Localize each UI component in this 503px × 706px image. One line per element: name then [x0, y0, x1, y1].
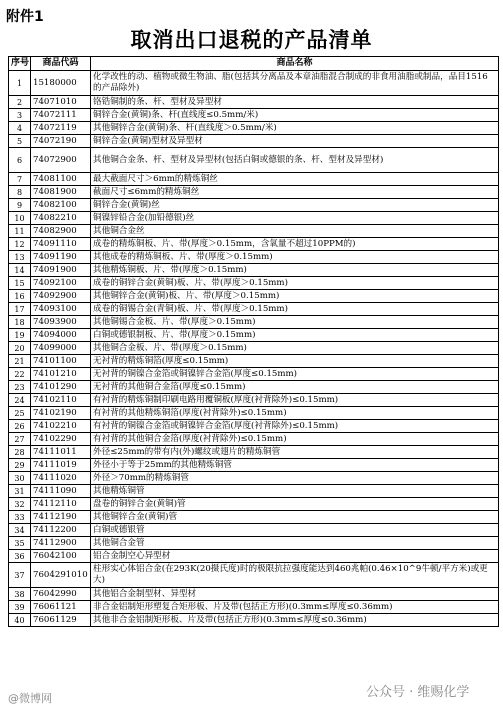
table-row — [9, 186, 499, 199]
product-code: 74101100 — [31, 355, 91, 368]
product-code: 74102190 — [31, 407, 91, 420]
table-row — [9, 264, 499, 277]
product-code: 74072900 — [31, 148, 91, 173]
product-code: 74071010 — [31, 96, 91, 109]
row-number: 37 — [9, 563, 31, 588]
product-code: 74082100 — [31, 199, 91, 212]
row-number: 35 — [9, 537, 31, 550]
product-name: 盘卷的铜锌合金(黄铜)管 — [91, 498, 499, 511]
row-number: 2 — [9, 96, 31, 109]
row-number: 29 — [9, 459, 31, 472]
table-row — [9, 588, 499, 601]
row-number: 13 — [9, 251, 31, 264]
product-name: 铜锌合金(黄铜)型材及异型材 — [91, 135, 499, 148]
product-code: 74099000 — [31, 342, 91, 355]
product-name: 有衬背的其他铜合金箔(厚度(衬背除外)≤0.15mm) — [91, 433, 499, 446]
row-number: 14 — [9, 264, 31, 277]
row-number: 17 — [9, 303, 31, 316]
row-number: 23 — [9, 381, 31, 394]
row-number: 26 — [9, 420, 31, 433]
row-number: 34 — [9, 524, 31, 537]
table-row — [9, 199, 499, 212]
table-row — [9, 277, 499, 290]
product-name: 其他铜锌合金(黄铜)板、片、带(厚度＞0.15mm) — [91, 290, 499, 303]
product-name: 其他铜合金管 — [91, 537, 499, 550]
table-row — [9, 537, 499, 550]
product-name: 其他铝合金制型材、异型材 — [91, 588, 499, 601]
table-row — [9, 446, 499, 459]
product-name: 柱形实心体铝合金(在293K(20摄氏度)时的极限抗拉强度能达到460兆帕(0.46×10^9牛顿/平方米)或更大) — [91, 563, 499, 588]
row-number: 30 — [9, 472, 31, 485]
table-row — [9, 459, 499, 472]
table-row — [9, 498, 499, 511]
product-code: 74091900 — [31, 264, 91, 277]
row-number: 10 — [9, 212, 31, 225]
table-row — [9, 407, 499, 420]
product-name: 其他铜合金丝 — [91, 225, 499, 238]
row-number: 21 — [9, 355, 31, 368]
product-name: 截面尺寸≤6mm的精炼铜丝 — [91, 186, 499, 199]
product-name: 成卷的铜锌合金(黄铜)板、片、带(厚度＞0.15mm) — [91, 277, 499, 290]
product-code: 74092900 — [31, 290, 91, 303]
table-row — [9, 342, 499, 355]
table-row — [9, 381, 499, 394]
row-number: 12 — [9, 238, 31, 251]
row-number: 24 — [9, 394, 31, 407]
product-name: 化学改性的动、植物或微生物油、脂(包括其分离品及本章油脂混合制成的非食用油脂或制品，品目1516的产品除外) — [91, 71, 499, 96]
product-code: 74082210 — [31, 212, 91, 225]
row-number: 11 — [9, 225, 31, 238]
product-code: 74092100 — [31, 277, 91, 290]
table-row — [9, 614, 499, 627]
table-row — [9, 251, 499, 264]
table-row — [9, 524, 499, 537]
table-row — [9, 394, 499, 407]
watermark-right: 公众号 · 维赐化学 — [366, 685, 470, 700]
product-code: 74111011 — [31, 446, 91, 459]
product-name: 其他铜锌合金(黄铜)管 — [91, 511, 499, 524]
product-code: 76061121 — [31, 601, 91, 614]
product-table — [8, 56, 499, 627]
product-code: 74094000 — [31, 329, 91, 342]
table-row — [9, 563, 499, 588]
row-number: 1 — [9, 71, 31, 96]
table-row — [9, 290, 499, 303]
product-name: 外径＞70mm的精炼铜管 — [91, 472, 499, 485]
column-header-no: 序号 — [9, 57, 31, 71]
row-number: 9 — [9, 199, 31, 212]
product-name: 其他铜合金条、杆、型材及异型材(包括白铜或德银的条、杆、型材及异型材) — [91, 148, 499, 173]
product-code: 74091110 — [31, 238, 91, 251]
product-code: 74102290 — [31, 433, 91, 446]
product-name: 其他铜合金板、片、带(厚度＞0.15mm) — [91, 342, 499, 355]
product-name: 铜锌合金(黄铜)条、杆(直线度≤0.5mm/米) — [91, 109, 499, 122]
product-code: 7604291010 — [31, 563, 91, 588]
row-number: 19 — [9, 329, 31, 342]
product-code: 74101210 — [31, 368, 91, 381]
row-number: 38 — [9, 588, 31, 601]
product-code: 74081100 — [31, 173, 91, 186]
product-code: 74111020 — [31, 472, 91, 485]
attachment-label: 附件1 — [6, 9, 44, 25]
row-number: 28 — [9, 446, 31, 459]
row-number: 4 — [9, 122, 31, 135]
product-name: 外径≤25mm的带有内(外)螺纹或翅片的精炼铜管 — [91, 446, 499, 459]
row-number: 31 — [9, 485, 31, 498]
table-row — [9, 433, 499, 446]
table-row — [9, 550, 499, 563]
product-code: 74112200 — [31, 524, 91, 537]
row-number: 36 — [9, 550, 31, 563]
row-number: 27 — [9, 433, 31, 446]
page-title: 取消出口退税的产品清单 — [130, 27, 373, 52]
product-code: 74101290 — [31, 381, 91, 394]
product-name: 无衬背的铜镍合金箔或铜镍锌合金箔(厚度≤0.15mm) — [91, 368, 499, 381]
table-row — [9, 303, 499, 316]
product-code: 74111019 — [31, 459, 91, 472]
product-code: 74102210 — [31, 420, 91, 433]
product-name: 铝合金制空心异型材 — [91, 550, 499, 563]
product-code: 74072111 — [31, 109, 91, 122]
row-number: 3 — [9, 109, 31, 122]
product-name: 非合金铝制矩形塑复合矩形板、片及带(包括正方形)(0.3mm≤厚度≤0.36mm) — [91, 601, 499, 614]
product-code: 74081900 — [31, 186, 91, 199]
product-name: 无衬背的精炼铜箔(厚度≤0.15mm) — [91, 355, 499, 368]
product-name: 有衬背的其他精炼铜箔(厚度(衬背除外)≤0.15mm) — [91, 407, 499, 420]
product-name: 无衬背的其他铜合金箔(厚度≤0.15mm) — [91, 381, 499, 394]
row-number: 7 — [9, 173, 31, 186]
row-number: 33 — [9, 511, 31, 524]
row-number: 20 — [9, 342, 31, 355]
row-number: 15 — [9, 277, 31, 290]
product-name: 成卷的精炼铜板、片、带(厚度＞0.15mm，含氧量不超过10PPM的) — [91, 238, 499, 251]
table-row — [9, 355, 499, 368]
product-name: 有衬背的精炼铜制印刷电路用覆铜板(厚度(衬背除外)≤0.15mm) — [91, 394, 499, 407]
product-code: 74072119 — [31, 122, 91, 135]
table-row — [9, 71, 499, 96]
table-row — [9, 601, 499, 614]
product-name: 其他铜锌合金(黄铜)条、杆(直线度＞0.5mm/米) — [91, 122, 499, 135]
product-code: 74112900 — [31, 537, 91, 550]
table-row — [9, 96, 499, 109]
table-row — [9, 316, 499, 329]
product-code: 74112190 — [31, 511, 91, 524]
table-row — [9, 122, 499, 135]
product-code: 74093100 — [31, 303, 91, 316]
column-header-code: 商品代码 — [31, 57, 91, 71]
product-code: 74102110 — [31, 394, 91, 407]
table-row — [9, 173, 499, 186]
product-code: 76042990 — [31, 588, 91, 601]
row-number: 6 — [9, 148, 31, 173]
product-code: 74082900 — [31, 225, 91, 238]
product-name: 其他铜锡合金板、片、带(厚度＞0.15mm) — [91, 316, 499, 329]
row-number: 32 — [9, 498, 31, 511]
table-row — [9, 212, 499, 225]
row-number: 8 — [9, 186, 31, 199]
product-name: 其他非合金铝制矩形板、片及带(包括正方形)(0.3mm≤厚度≤0.36mm) — [91, 614, 499, 627]
product-code: 74091190 — [31, 251, 91, 264]
row-number: 25 — [9, 407, 31, 420]
product-code: 74111090 — [31, 485, 91, 498]
product-name: 白铜或德银制板、片、带(厚度＞0.15mm) — [91, 329, 499, 342]
product-code: 74093900 — [31, 316, 91, 329]
product-code: 76042100 — [31, 550, 91, 563]
product-name: 其他精炼铜板、片、带(厚度＞0.15mm) — [91, 264, 499, 277]
product-code: 15180000 — [31, 71, 91, 96]
table-row — [9, 225, 499, 238]
row-number: 16 — [9, 290, 31, 303]
product-name: 成卷的铜锡合金(青铜)板、片、带(厚度＞0.15mm) — [91, 303, 499, 316]
row-number: 5 — [9, 135, 31, 148]
product-name: 铜锌合金(黄铜)丝 — [91, 199, 499, 212]
table-body — [9, 71, 499, 627]
table-row — [9, 368, 499, 381]
row-number: 40 — [9, 614, 31, 627]
product-name: 外径小于等于25mm的其他精炼铜管 — [91, 459, 499, 472]
table-row — [9, 329, 499, 342]
row-number: 18 — [9, 316, 31, 329]
product-name: 其他精炼铜管 — [91, 485, 499, 498]
table-row — [9, 148, 499, 173]
table-row — [9, 238, 499, 251]
table-row — [9, 135, 499, 148]
table-row — [9, 109, 499, 122]
column-header-name: 商品名称 — [91, 57, 499, 71]
product-name: 有衬背的铜镍合金箔或铜镍锌合金箔(厚度(衬背除外)≤0.15mm) — [91, 420, 499, 433]
table-header-row — [9, 57, 499, 71]
product-name: 最大截面尺寸＞6mm的精炼铜丝 — [91, 173, 499, 186]
watermark-left: @微博网 — [8, 692, 52, 705]
row-number: 22 — [9, 368, 31, 381]
table-row — [9, 420, 499, 433]
table-row — [9, 511, 499, 524]
product-name: 其他成卷的精炼铜板、片、带(厚度＞0.15mm) — [91, 251, 499, 264]
table-row — [9, 472, 499, 485]
table-row — [9, 485, 499, 498]
product-code: 76061129 — [31, 614, 91, 627]
product-name: 铜镍锌铅合金(加铅德银)丝 — [91, 212, 499, 225]
row-number: 39 — [9, 601, 31, 614]
product-name: 铬锆铜制的条、杆、型材及异型材 — [91, 96, 499, 109]
product-name: 白铜或德银管 — [91, 524, 499, 537]
product-code: 74112110 — [31, 498, 91, 511]
product-code: 74072190 — [31, 135, 91, 148]
